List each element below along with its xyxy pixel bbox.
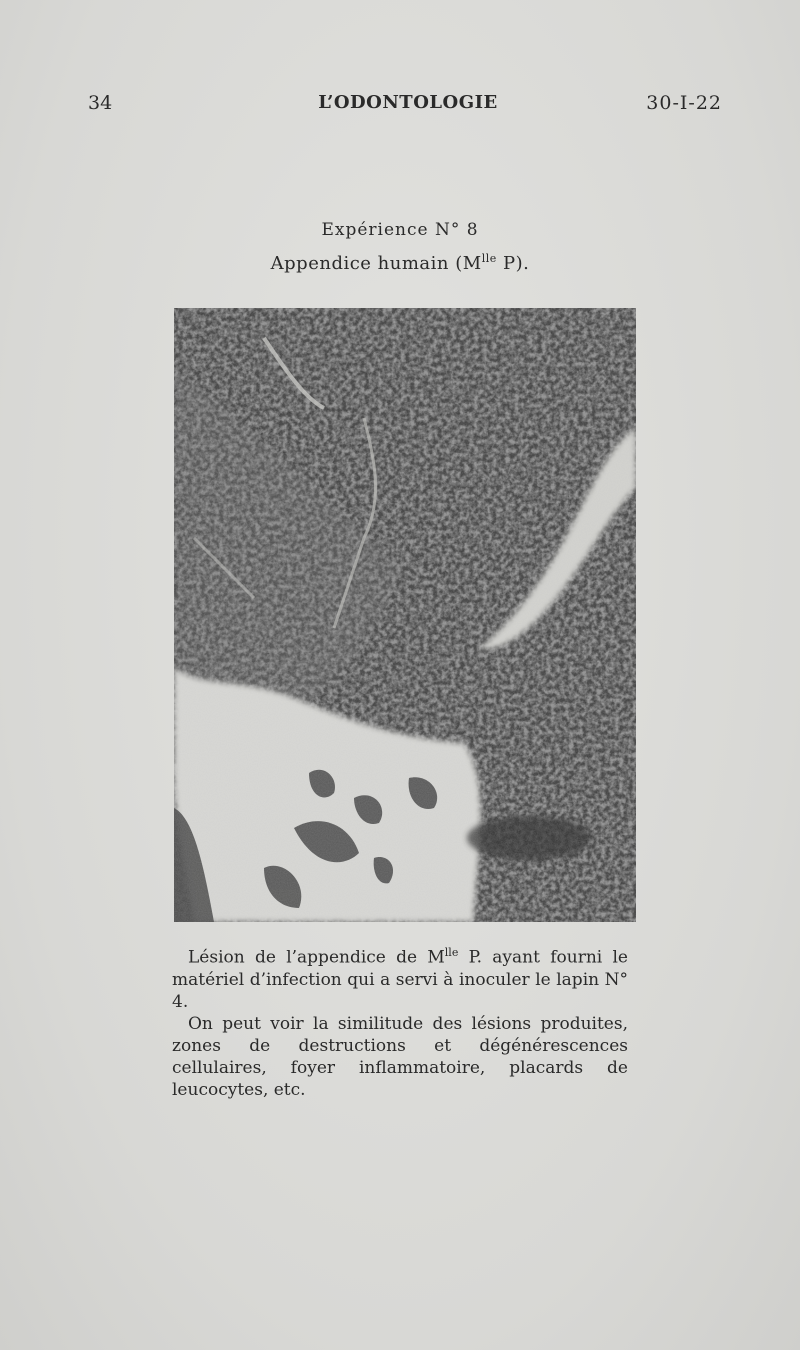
experiment-subtitle xyxy=(0,252,800,274)
issue-date: 30-I-22 xyxy=(646,92,722,114)
caption-p1-prefix: Lésion de l’appendice de M xyxy=(188,947,445,968)
page-header xyxy=(88,92,728,122)
caption-paragraph-2: On peut voir la similitude des lésions produites, zones de destructions et dégénérescences cellulaires, foyer inflammatoire, placards de leucocytes, etc. xyxy=(172,1013,628,1100)
subtitle-suffix: P). xyxy=(496,253,530,274)
page-number: 34 xyxy=(88,92,113,114)
micrograph-image xyxy=(174,308,636,922)
experiment-title: Expérience N° 8 xyxy=(321,220,479,240)
caption-paragraph-1 xyxy=(172,942,628,1013)
journal-title: L’ODONTOLOGIE xyxy=(318,92,498,113)
caption-p1-sup: lle xyxy=(444,946,459,959)
figure-caption xyxy=(172,942,628,1101)
caption-p1-suffix: P. ayant fourni le matériel d’infection qui a servi à inoculer le lapin N° 4. xyxy=(172,947,628,1012)
subtitle-sup: lle xyxy=(481,252,497,265)
subtitle-prefix: Appendice humain (M xyxy=(270,253,482,274)
